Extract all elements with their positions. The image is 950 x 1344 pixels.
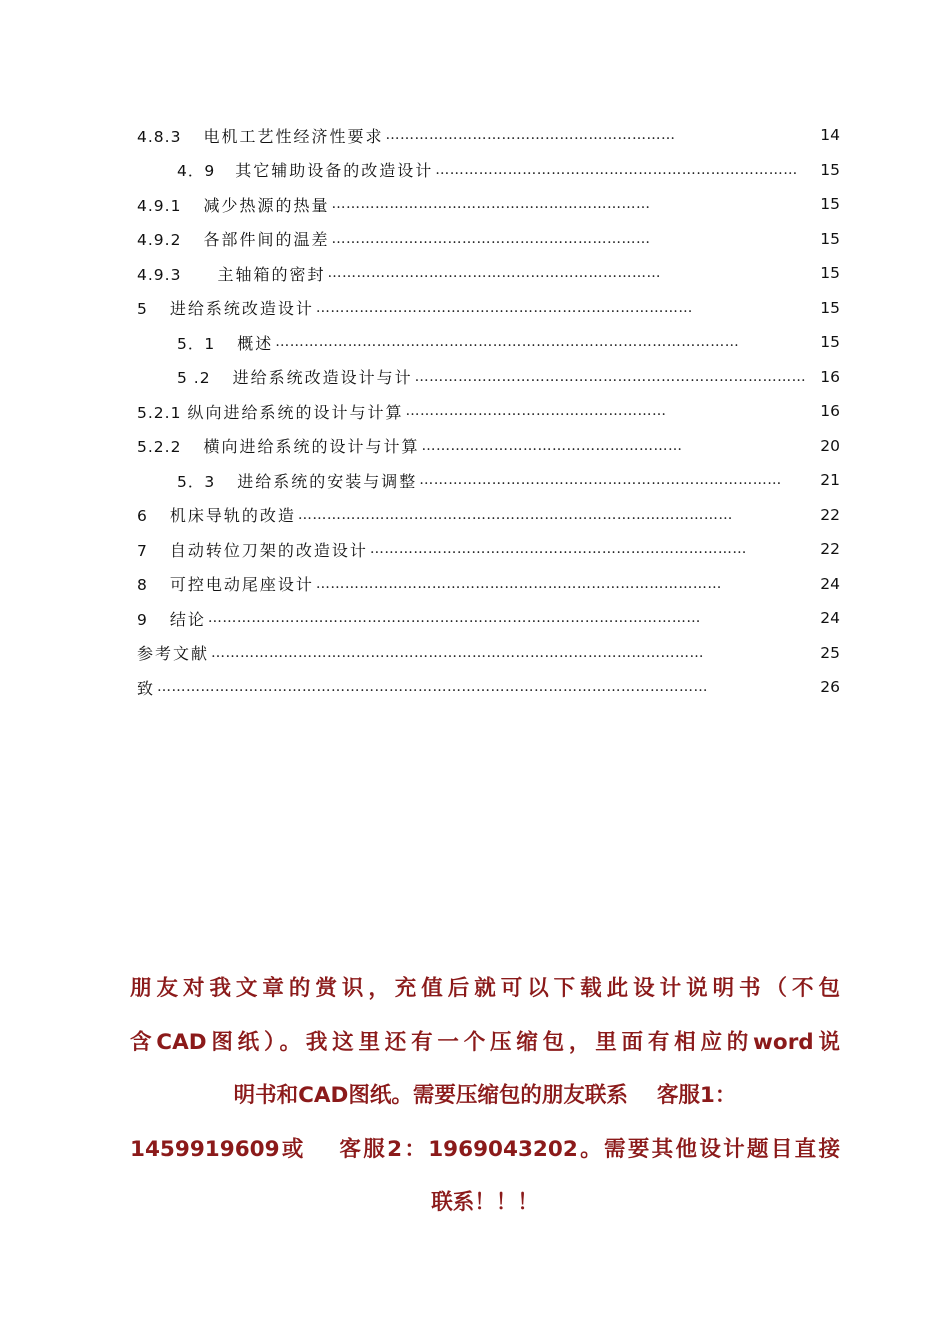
toc-entry-title: 机床导轨的改造 [169, 506, 296, 526]
toc-entry-title: 参考文献 [137, 644, 210, 664]
toc-entry-heading [137, 641, 209, 664]
toc-entry-title: 可控电动尾座设计 [169, 575, 314, 595]
toc-dot-leader: ………………………………………………………………… [419, 472, 782, 489]
toc-page-number: 15 [820, 195, 840, 214]
notice-line-2: 含CAD图纸）。我这里还有一个压缩包，里面有相应的word说 [130, 1029, 840, 1055]
toc-page-number: 15 [820, 264, 840, 283]
toc-entry-heading [137, 434, 419, 457]
toc-entry-title: 纵向进给系统的设计与计算 [187, 402, 404, 422]
toc-entry [137, 187, 840, 222]
toc-dot-leader: …………………………………………………… [385, 127, 676, 144]
toc-entry [137, 601, 840, 636]
toc-page-number: 15 [820, 333, 840, 352]
toc-entry-number: 5 .2 [177, 369, 211, 388]
toc-page-number: 26 [820, 678, 840, 697]
toc-entry-heading [137, 365, 413, 388]
toc-entry-heading [137, 538, 368, 561]
toc-entry-number: 5.2.1 [137, 403, 182, 422]
toc-entry [137, 532, 840, 567]
toc-entry-heading [137, 676, 155, 699]
toc-entry-title: 致 [137, 678, 156, 698]
toc-entry-number: 5．3 [177, 472, 216, 491]
toc-entry [137, 360, 840, 395]
toc-page-number: 25 [820, 643, 840, 662]
toc-entry-title: 概述 [237, 333, 274, 353]
toc-entry-heading [137, 572, 314, 595]
toc-entry [137, 394, 840, 429]
toc-entry-number: 8 [137, 576, 148, 595]
toc-page-number: 15 [820, 298, 840, 317]
toc-entry [137, 291, 840, 326]
toc-dot-leader: ………………………………………………………………………………………… [207, 610, 701, 627]
toc-entry-title: 横向进给系统的设计与计算 [203, 437, 420, 457]
notice-line-5: 联系！！！ [431, 1190, 539, 1215]
toc-entry [137, 153, 840, 188]
toc-entry-heading [137, 227, 329, 250]
toc-entry-title: 电机工艺性经济性要求 [203, 126, 384, 146]
toc-page-number: 24 [820, 609, 840, 628]
toc-entry [137, 636, 840, 671]
toc-dot-leader: ………………………………………………………………………… [315, 575, 722, 592]
toc-entry-number: 4.9.2 [137, 231, 182, 250]
toc-entry [137, 222, 840, 257]
toc-entry [137, 118, 840, 153]
toc-entry-heading [137, 193, 329, 216]
toc-entry-heading [137, 607, 206, 630]
toc-entry-number: 5 [137, 300, 148, 319]
toc-page-number: 21 [820, 471, 840, 490]
toc-entry [137, 670, 840, 705]
toc-entry-title: 各部件间的温差 [203, 230, 330, 250]
toc-entry-title: 进给系统改造设计 [169, 299, 314, 319]
toc-entry [137, 463, 840, 498]
toc-dot-leader: ………………………………………………………… [331, 196, 651, 213]
toc-entry [137, 498, 840, 533]
toc-entry-number: 4.9.3 [137, 265, 182, 284]
toc-entry [137, 256, 840, 291]
toc-entry-number: 4.9.1 [137, 196, 182, 215]
toc-page-number: 22 [820, 540, 840, 559]
toc-dot-leader: ………………………………………………………………… [435, 161, 798, 178]
toc-entry-number: 6 [137, 507, 148, 526]
toc-entry-heading [137, 262, 325, 285]
toc-entry-heading [137, 124, 383, 147]
toc-dot-leader: ………………………………………………………………………………………… [211, 644, 705, 661]
toc-entry-title: 结论 [169, 609, 206, 629]
toc-entry-title: 自动转位刀架的改造设计 [169, 540, 368, 560]
toc-page-number: 14 [820, 126, 840, 145]
toc-entry-heading [137, 158, 433, 181]
toc-dot-leader: ………………………………………………………… [331, 230, 651, 247]
toc-dot-leader: ……………………………………………………………………… [414, 368, 807, 385]
toc-dot-leader: ……………………………………………… [421, 437, 683, 454]
table-of-contents [137, 118, 840, 705]
toc-dot-leader: …………………………………………………………… [327, 265, 661, 282]
toc-entry-number: 7 [137, 541, 148, 560]
toc-entry [137, 567, 840, 602]
toc-page-number: 16 [820, 402, 840, 421]
toc-page-number: 16 [820, 367, 840, 386]
toc-entry-heading [137, 331, 273, 354]
toc-entry-number: 9 [137, 610, 148, 629]
notice-line-3: 明书和CAD图纸。需要压缩包的朋友联系 客服1： [233, 1083, 737, 1108]
toc-dot-leader: ……………………………………………………………………………… [297, 506, 733, 523]
toc-page-number: 15 [820, 160, 840, 179]
toc-dot-leader: …………………………………………………………………… [369, 541, 747, 558]
toc-entry-number: 4．9 [177, 162, 216, 181]
toc-dot-leader: …………………………………………………………………………………… [275, 334, 740, 351]
toc-entry-heading [137, 296, 314, 319]
toc-entry-heading [137, 400, 403, 423]
toc-entry-heading [137, 503, 296, 526]
toc-page-number: 24 [820, 574, 840, 593]
toc-entry [137, 429, 840, 464]
toc-entry-title: 减少热源的热量 [203, 195, 330, 215]
toc-dot-leader: …………………………………………………………………………………………………… [157, 679, 709, 696]
toc-entry-number: 5．1 [177, 334, 216, 353]
toc-page-number: 22 [820, 505, 840, 524]
toc-dot-leader: ……………………………………………… [405, 403, 667, 420]
toc-entry-title: 进给系统改造设计与计 [232, 368, 413, 388]
notice-line-4: 1459919609或 客服2：1969043202。需要其他设计题目直接 [130, 1136, 840, 1162]
download-notice [130, 962, 840, 1230]
toc-entry-title: 进给系统的安装与调整 [237, 471, 418, 491]
toc-entry-title: 其它辅助设备的改造设计 [235, 161, 434, 181]
toc-entry [137, 325, 840, 360]
toc-dot-leader: …………………………………………………………………… [315, 299, 693, 316]
toc-entry-title: 主轴箱的密封 [217, 264, 326, 284]
notice-line-1: 朋友对我文章的赏识，充值后就可以下载此设计说明书（不包 [130, 976, 840, 1001]
toc-page-number: 20 [820, 436, 840, 455]
toc-entry-number: 4.8.3 [137, 127, 182, 146]
toc-entry-number: 5.2.2 [137, 438, 182, 457]
toc-entry-heading [137, 469, 417, 492]
toc-page-number: 15 [820, 229, 840, 248]
